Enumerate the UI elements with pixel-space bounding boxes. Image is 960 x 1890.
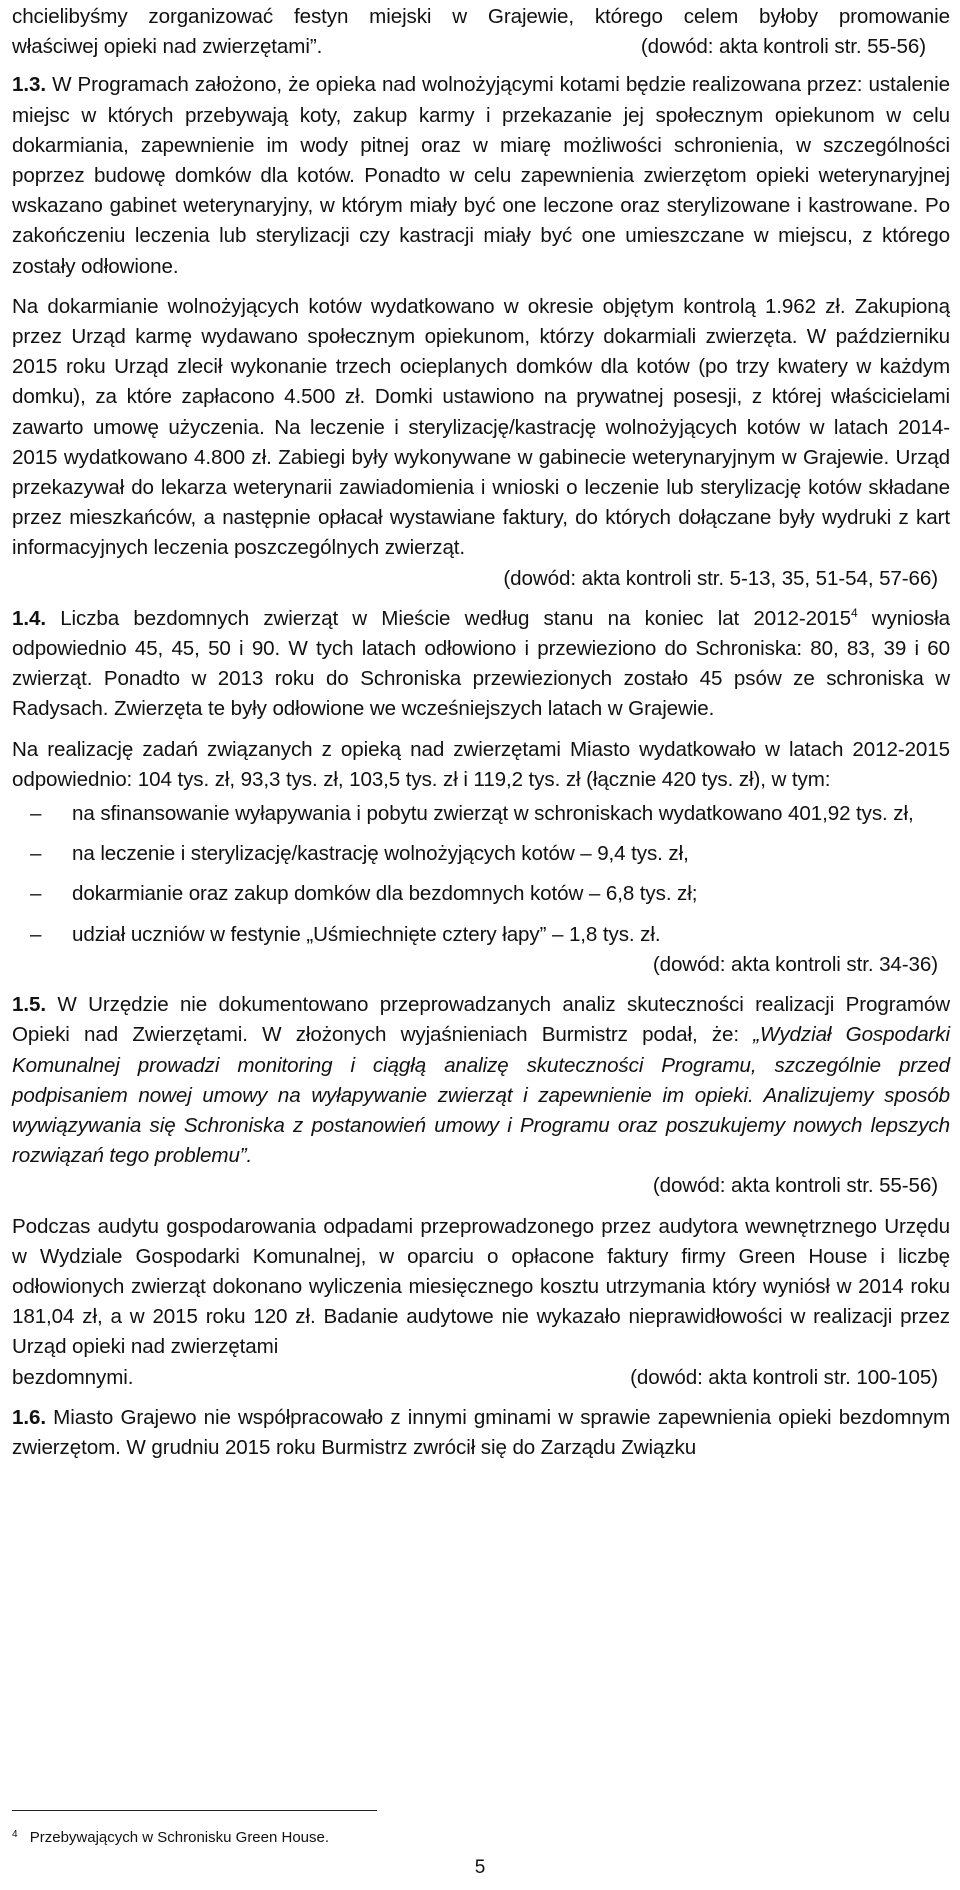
footnote-ref: 4 <box>851 605 858 620</box>
list-item <box>12 839 950 869</box>
evidence-note: (dowód: akta kontroli str. 100-105) <box>630 1365 938 1389</box>
quoted-explanation: „Wydział Gospodarki Komunalnej prowadzi monitoring i ciągłą analizę skuteczności Programu, szczególnie przed podpisaniem nowej umowy na wyłapywanie zwierząt i zapewnienie im opieki. Analizujemy sposób wywiązywania się Schroniska z postanowień umowy i Programu oraz poszukujemy nowych lepszych rozwiązań tego problemu”. <box>12 1023 950 1168</box>
dash-marker: – <box>30 802 42 826</box>
section-number: 1.5. <box>12 993 46 1017</box>
intro-line-1: chcielibyśmy zorganizować festyn miejski w Grajewie, którego celem byłoby promowanie <box>12 5 950 28</box>
evidence-note: (dowód: akta kontroli str. 55-56) <box>652 1174 938 1198</box>
paragraph: W Programach założono, że opieka nad wolnożyjącymi kotami będzie realizowana przez: ustalenie miejsc w których przebywają koty, zakup karmy i przekazanie jej społecznym opiekunom w celu dokarmiania, zapewnienie im wody pitnej oraz w miarę możliwości schronienia, w szczególności poprzez budowę domków dla kotów. Ponadto w celu zapewnienia zwierzętom opieki weterynaryjnej wskazano gabinet weterynaryjny, w którym miały być one leczone oraz sterylizowane i kastrowane. Po zakończeniu leczenia lub sterylizacji czy kastracji miały być one umieszczane w miejscu, z którego zostały odłowione. <box>12 73 951 278</box>
expense-list <box>12 799 950 950</box>
page-number: 5 <box>474 1857 486 1878</box>
list-item-text: udział uczniów w festynie „Uśmiechnięte cztery łapy” – 1,8 tys. zł. <box>72 922 661 946</box>
evidence-note: (dowód: akta kontroli str. 5-13, 35, 51-54, 57-66) <box>503 566 938 590</box>
list-item <box>12 879 950 909</box>
body-text <box>12 2 950 1463</box>
list-item <box>12 920 950 950</box>
list-item-text: na sfinansowanie wyłapywania i pobytu zwierząt w schroniskach wydatkowano 401,92 tys. zł, <box>72 802 914 826</box>
section-number: 1.4. <box>12 606 46 630</box>
section-number: 1.6. <box>12 1405 46 1429</box>
paragraph-start: Liczba bezdomnych zwierząt w Mieście według stanu na koniec lat 2012-2015 <box>60 606 851 630</box>
dash-marker: – <box>30 842 42 866</box>
paragraph: Na realizację zadań związanych z opieką nad zwierzętami Miasto wydatkowało w latach 2012-2015 odpowiednio: 104 tys. zł, 93,3 tys. zł, 103,5 tys. zł i 119,2 tys. zł (łącznie 420 tys. zł), w tym: <box>12 737 950 791</box>
footnote-divider <box>12 1810 377 1811</box>
section-1-6 <box>12 1403 950 1463</box>
paragraph: W Urzędzie nie dokumentowano przeprowadzanych analiz skuteczności realizacji Programów Opieki nad Zwierzętami. W złożonych wyjaśnieniach Burmistrz podał, że: <box>12 993 951 1047</box>
paragraph: Podczas audytu gospodarowania odpadami przeprowadzonego przez audytora wewnętrznego Urzędu w Wydziale Gospodarki Komunalnej, w oparciu o opłacone faktury firmy Green House i liczbę odłowionych zwierząt dokonano wyliczenia miesięcznego kosztu utrzymania który wyniósł w 2014 roku 181,04 zł, a w 2015 roku 120 zł. Badanie audytowe nie wykazało nieprawidłowości w realizacji przez Urząd opieki nad zwierzętami <box>12 1214 950 1359</box>
paragraph-end: bezdomnymi. <box>12 1365 134 1389</box>
dash-marker: – <box>30 922 42 946</box>
section-number: 1.3. <box>12 73 46 97</box>
list-item-text: na leczenie i sterylizację/kastrację wolnożyjących kotów – 9,4 tys. zł, <box>72 842 689 866</box>
intro-line-2: właściwej opieki nad zwierzętami”. <box>12 35 323 59</box>
section-1-3 <box>12 70 950 281</box>
intro-evidence-row <box>12 32 950 62</box>
evidence-note: (dowód: akta kontroli str. 34-36) <box>652 952 938 976</box>
paragraph-rest: wyniosła odpowiednio 45, 45, 50 i 90. W tych latach odłowiono i przewieziono do Schroniska: 80, 83, 39 i 60 zwierząt. Ponadto w 2013 roku do Schroniska przewiezionych zostało 45 psów ze schroniska w Radysach. Zwierzęta te były odłowione we wcześniejszych latach w Grajewie. <box>12 606 950 721</box>
list-item-text: dokarmianie oraz zakup domków dla bezdomnych kotów – 6,8 tys. zł; <box>72 882 698 906</box>
footnote-marker: 4 <box>12 1829 18 1840</box>
section-1-5 <box>12 990 950 1171</box>
paragraph: Na dokarmianie wolnożyjących kotów wydatkowano w okresie objętym kontrolą 1.962 zł. Zakupioną przez Urząd karmę wydawano społecznym opiekunom, którzy dokarmiali zwierzęta. W październiku 2015 roku Urząd zlecił wykonanie trzech ocieplanych domków dla kotów (po trzy kwatery w każdym domku), za które zapłacono 4.500 zł. Domki ustawiono na prywatnej posesji, z której właścicielami zawarto umowę użyczenia. Na leczenie i sterylizację/kastrację wolnożyjących kotów w latach 2014-2015 wydatkowano 4.800 zł. Zabiegi były wykonywane w gabinecie weterynaryjnym w Grajewie. Urząd przekazywał do lekarza weterynarii zawiadomienia i wnioski o leczenie lub sterylizację kotów składane przez mieszkańców, a następnie opłacał wystawiane faktury, do których dołączane były wydruki z kart informacyjnych leczenia poszczególnych zwierząt. <box>12 294 950 560</box>
list-item <box>12 799 950 829</box>
evidence-row <box>12 1363 950 1393</box>
dash-marker: – <box>30 882 42 906</box>
paragraph: Miasto Grajewo nie współpracowało z innymi gminami w sprawie zapewnienia opieki bezdomnym zwierzętom. W grudniu 2015 roku Burmistrz zwrócił się do Zarządu Związku <box>12 1405 950 1459</box>
evidence-note: (dowód: akta kontroli str. 55-56) <box>640 35 926 59</box>
footnote <box>12 1828 329 1848</box>
footnote-text: Przebywających w Schronisku Green House. <box>29 1829 330 1846</box>
section-1-4 <box>12 604 950 725</box>
